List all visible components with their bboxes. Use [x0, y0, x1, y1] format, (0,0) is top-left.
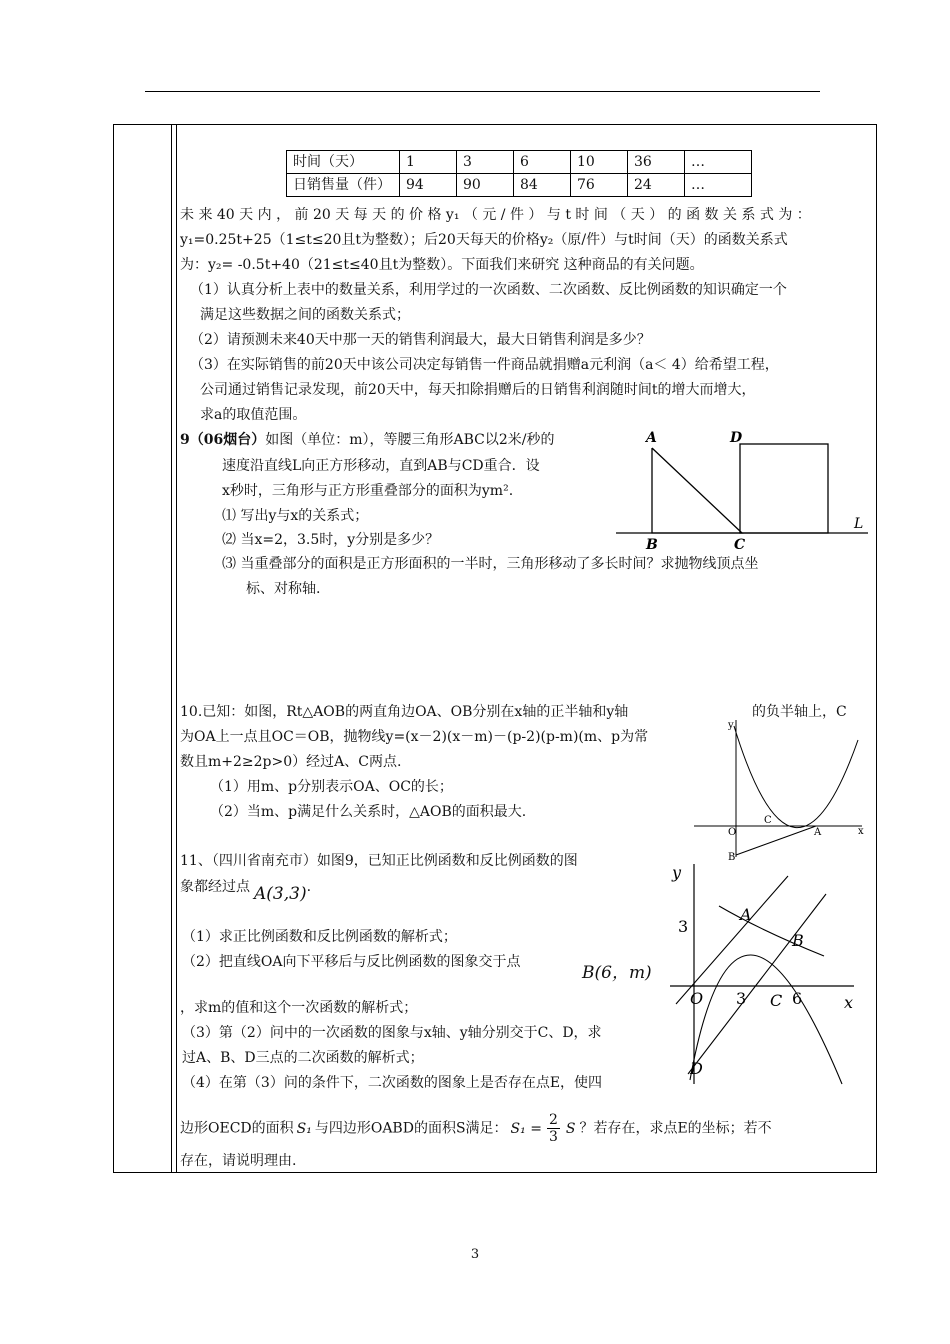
table-cell: 76 [571, 174, 628, 197]
triangle-abc [652, 448, 742, 533]
segment-ab [736, 826, 816, 855]
q11-sub-4b-1: 边形OECD的面积 [180, 1120, 294, 1137]
label-b: B [792, 931, 804, 950]
label-b: B [728, 852, 736, 862]
table-cell: 时间（天） [287, 151, 400, 174]
q11-eq-lhs: S₁ = [510, 1120, 542, 1137]
line-oa [676, 876, 788, 1004]
q8-line-3: 为：y₂= -0.5t+40（21≤t≤40且t为整数）。下面我们来研究 这种商品的有关问题。 [180, 257, 704, 273]
q11-sub-4c: 存在，请说明理由. [180, 1153, 297, 1169]
q8-part-1b: 满足这些数据之间的函数关系式； [200, 307, 410, 323]
table-cell: 3 [457, 151, 514, 174]
q8-part-2: （2）请预测未来40天中那一天的销售利润最大，最大日销售利润是多少？ [190, 332, 651, 348]
label-3-x: 3 [736, 989, 747, 1008]
label-c: C [764, 815, 772, 826]
q8-part-3b: 公司通过销售记录发现，前20天中，每天扣除捐赠后的日销售利润随时间t的增大而增大， [200, 382, 756, 398]
label-l: L [854, 516, 864, 532]
q11-eq-den: 3 [548, 1129, 558, 1145]
parabola [690, 955, 842, 1084]
label-x: x [858, 826, 864, 837]
hyperbola [719, 906, 824, 956]
table-cell: 94 [400, 174, 457, 197]
label-a: A [740, 905, 752, 924]
table-cell: … [685, 174, 752, 197]
label-a: A [814, 827, 822, 838]
q11-sub-4b [180, 1112, 772, 1145]
q11-sub-4b-2: 与四边形OABD的面积S满足： [314, 1120, 508, 1137]
q10-sub-1: （1）用m、p分别表示OA、OC的长； [210, 779, 453, 795]
q11-sub-3b: 过A、B、D三点的二次函数的解析式； [182, 1050, 424, 1066]
q9-figure [612, 428, 872, 552]
q11-eq-rhs: S [565, 1120, 576, 1137]
header-rule [145, 91, 820, 92]
q11-point-b: B(6，m) [582, 963, 652, 983]
label-c: C [770, 991, 783, 1010]
table-cell: 36 [628, 151, 685, 174]
q10-line-1b: 的负半轴上，C [752, 704, 847, 720]
q11-point-a: A(3,3) [254, 884, 307, 904]
q9-line-2: 速度沿直线L向正方形移动，直到AB与CD重合．设 [222, 458, 540, 474]
q8-line-2: y₁=0.25t+25（1≤t≤20且t为整数）；后20天每天的价格y₂（原/件）与t时间（天）的函数关系式 [180, 232, 788, 248]
table-cell: 24 [628, 174, 685, 197]
q11-dot: . [306, 879, 312, 895]
q10-sub-2: （2）当m、p满足什么关系时，△AOB的面积最大. [210, 804, 527, 820]
q11-sub-2b: ，求m的值和这个一次函数的解析式； [180, 1000, 418, 1016]
table-cell: … [685, 151, 752, 174]
q11-sub-3a: （3）第（2）问中的一次函数的图象与x轴、y轴分别交于C、D，求 [182, 1025, 602, 1041]
table-cell: 90 [457, 174, 514, 197]
q11-fraction [547, 1112, 560, 1145]
q11-s1-symbol: S₁ [296, 1120, 312, 1137]
q9-line-3: x秒时，三角形与正方形重叠部分的面积为ym². [222, 483, 514, 499]
label-y: y [672, 863, 682, 882]
q11-sub-4b-3: ？若存在，求点E的坐标；若不 [579, 1120, 772, 1137]
label-o: O [690, 989, 704, 1008]
table-cell: 1 [400, 151, 457, 174]
frame-column-divider [171, 125, 172, 1172]
frame-column-divider-2 [176, 125, 177, 1172]
label-3-y: 3 [678, 917, 689, 936]
label-6: 6 [792, 989, 803, 1008]
label-x: x [844, 993, 854, 1012]
label-c: C [734, 537, 746, 552]
q9-line-1: 如图（单位：m），等腰三角形ABC以2米/秒的 [265, 432, 555, 448]
table-row [287, 174, 752, 197]
label-d: D [690, 1059, 703, 1078]
q8-part-3c: 求a的取值范围。 [200, 407, 307, 423]
q11-sub-1: （1）求正比例函数和反比例函数的解析式； [182, 929, 457, 945]
parabola [734, 726, 858, 828]
q9-intro [180, 429, 555, 451]
label-a: A [646, 430, 657, 446]
label-d: D [730, 430, 743, 446]
table-cell: 6 [514, 151, 571, 174]
table-cell: 10 [571, 151, 628, 174]
q9-sub-3a: ⑶ 当重叠部分的面积是正方形面积的一半时，三角形移动了多长时间？求抛物线顶点坐 [222, 556, 759, 572]
q10-line-2: 为OA上一点且OC＝OB，抛物线y=(x－2)(x－m)－(p-2)(p-m)(m、p为常 [180, 729, 649, 745]
page-number: 3 [470, 1247, 480, 1262]
q9-sub-2: ⑵ 当x=2，3.5时，y分别是多少？ [222, 532, 440, 548]
table-row [287, 151, 752, 174]
q11-line-1: 11、（四川省南充市）如图9，已知正比例函数和反比例函数的图 [180, 853, 578, 869]
label-b: B [646, 537, 658, 552]
q10-line-3: 数且m+2≥2p>0）经过A、C两点. [180, 754, 402, 770]
table-cell: 84 [514, 174, 571, 197]
q11-sub-2: （2）把直线OA向下平移后与反比例函数的图象交于点 [182, 954, 521, 970]
q9-sub-3b: 标、对称轴. [246, 581, 321, 597]
q10-line-1: 10.已知：如图，Rt△AOB的两直角边OA、OB分别在x轴的正半轴和y轴 [180, 704, 629, 720]
q8-part-3a: （3）在实际销售的前20天中该公司决定每销售一件商品就捐赠a元利润（a＜ 4）给希望工程， [190, 357, 779, 373]
q9-sub-1: ⑴ 写出y与x的关系式； [222, 508, 369, 524]
sales-table [286, 150, 752, 197]
q10-figure [690, 712, 874, 862]
q9-heading: 9（06烟台） [180, 432, 266, 448]
label-y: y [728, 720, 734, 731]
label-o: O [728, 827, 737, 838]
q11-figure [664, 858, 864, 1090]
table-cell: 日销售量（件） [287, 174, 400, 197]
q8-part-1a: （1）认真分析上表中的数量关系，利用学过的一次函数、二次函数、反比例函数的知识确定一个 [190, 282, 787, 298]
line-cd [688, 894, 826, 1074]
q11-sub-4a: （4）在第（3）问的条件下，二次函数的图象上是否存在点E，使四 [182, 1075, 603, 1091]
q11-line-2 [180, 875, 312, 904]
q11-eq-num: 2 [548, 1112, 558, 1128]
square [740, 444, 828, 533]
q11-line-2-text: 象都经过点 [180, 879, 250, 895]
q8-line-1: 未 来 40 天 内 ， 前 20 天 每 天 的 价 格 y₁ （ 元 / 件 ） 与 t 时 间 （ 天 ） 的 函 数 关 系 式 为 ： [180, 207, 811, 223]
